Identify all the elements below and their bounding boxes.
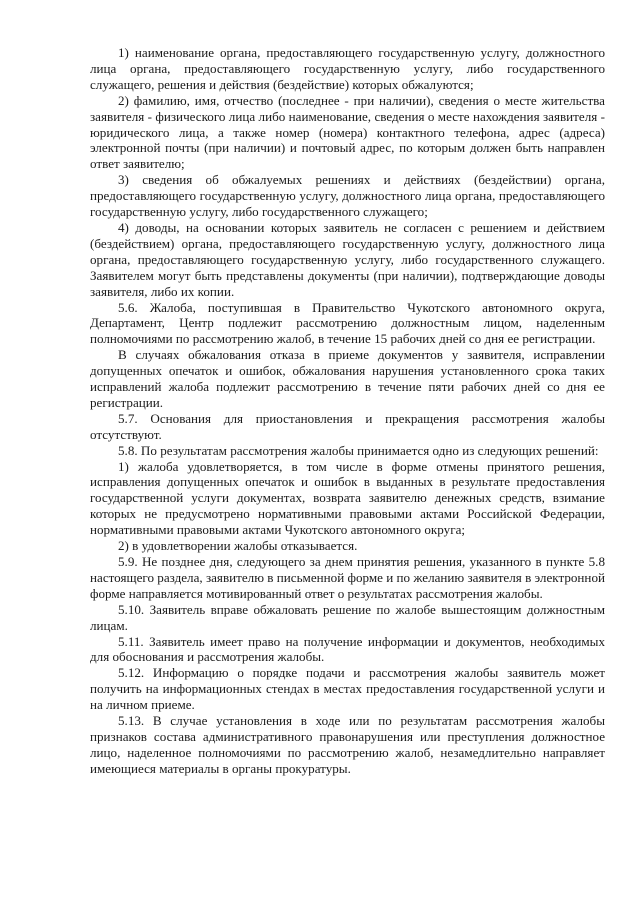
paragraph-5-6: 5.6. Жалоба, поступившая в Правительство Чукотского автономного округа, Департамент, Центр подлежит рассмотрению должностным лицом, наделенным полномочиями по рассмотрению жалоб, в течение 15 рабочих дней со дня ее регистрации. [90,299,605,347]
paragraph-refusal-cases: В случаях обжалования отказа в приеме документов у заявителя, исправлении допущенных опечаток и ошибок, обжалования нарушения установленного срока таких исправлений жалоба подлежит рассмотрению в течение пяти рабочих дней со дня ее регистрации. [90,347,605,410]
paragraph-5-11: 5.11. Заявитель имеет право на получение информации и документов, необходимых для обоснования и рассмотрения жалобы. [90,633,605,665]
paragraph-decision-2: 2) в удовлетворении жалобы отказывается. [118,538,358,554]
paragraph-5-7: 5.7. Основания для приостановления и прекращения рассмотрения жалобы отсутствуют. [90,410,605,442]
paragraph-decision-1: 1) жалоба удовлетворяется, в том числе в форме отмены принятого решения, исправления допущенных опечаток и ошибок в выданных в результате предоставления государственной услуги документах, возврата заявителю денежных средств, взимание которых не предусмотрено нормативными правовыми актами Российской Федерации, нормативными правовыми актами Чукотского автономного округа; [90,458,605,538]
document-body [90,45,605,777]
paragraph-item-1-agency: 1) наименование органа, предоставляющего государственную услугу, должностного лица органа, предоставляющего государственную услугу, либо государственного служащего, решения и действия (бездействие) которых обжалуются; [90,45,605,92]
paragraph-5-8: 5.8. По результатам рассмотрения жалобы принимается одно из следующих решений: [118,442,599,458]
paragraph-item-2-applicant: 2) фамилию, имя, отчество (последнее - при наличии), сведения о месте жительства заявителя - физического лица либо наименование, сведения о месте нахождения заявителя - юридического лица, а также номер (номера) контактного телефона, адрес (адреса) электронной почты (при наличии) и почтовый адрес, по которым должен быть направлен ответ заявителю; [90,92,605,172]
paragraph-item-4-arguments: 4) доводы, на основании которых заявитель не согласен с решением и действием (бездействием) органа, предоставляющего государственную услугу, должностного лица органа, предоставляющего государственную услугу, либо государственного служащего. Заявителем могут быть представлены документы (при наличии), подтверждающие доводы заявителя, либо их копии. [90,219,605,299]
paragraph-item-3-decisions: 3) сведения об обжалуемых решениях и действиях (бездействии) органа, предоставляющего государственную услугу, должностного лица органа, предоставляющего государственную услугу, либо государственного служащего; [90,172,605,220]
paragraph-5-10: 5.10. Заявитель вправе обжаловать решение по жалобе вышестоящим должностным лицам. [90,601,605,633]
paragraph-5-13: 5.13. В случае установления в ходе или по результатам рассмотрения жалобы признаков состава административного правонарушения или преступления должностное лицо, наделенное полномочиями по рассмотрению жалоб, незамедлительно направляет имеющиеся материалы в органы прокуратуры. [90,713,605,776]
paragraph-5-9: 5.9. Не позднее дня, следующего за днем принятия решения, указанного в пункте 5.8 настоящего раздела, заявителю в письменной форме и по желанию заявителя в электронной форме направляется мотивированный ответ о результатах рассмотрения жалобы. [90,554,605,601]
paragraph-5-12: 5.12. Информацию о порядке подачи и рассмотрения жалобы заявитель может получить на информационных стендах в местах предоставления государственной услуги и на личном приеме. [90,665,605,713]
